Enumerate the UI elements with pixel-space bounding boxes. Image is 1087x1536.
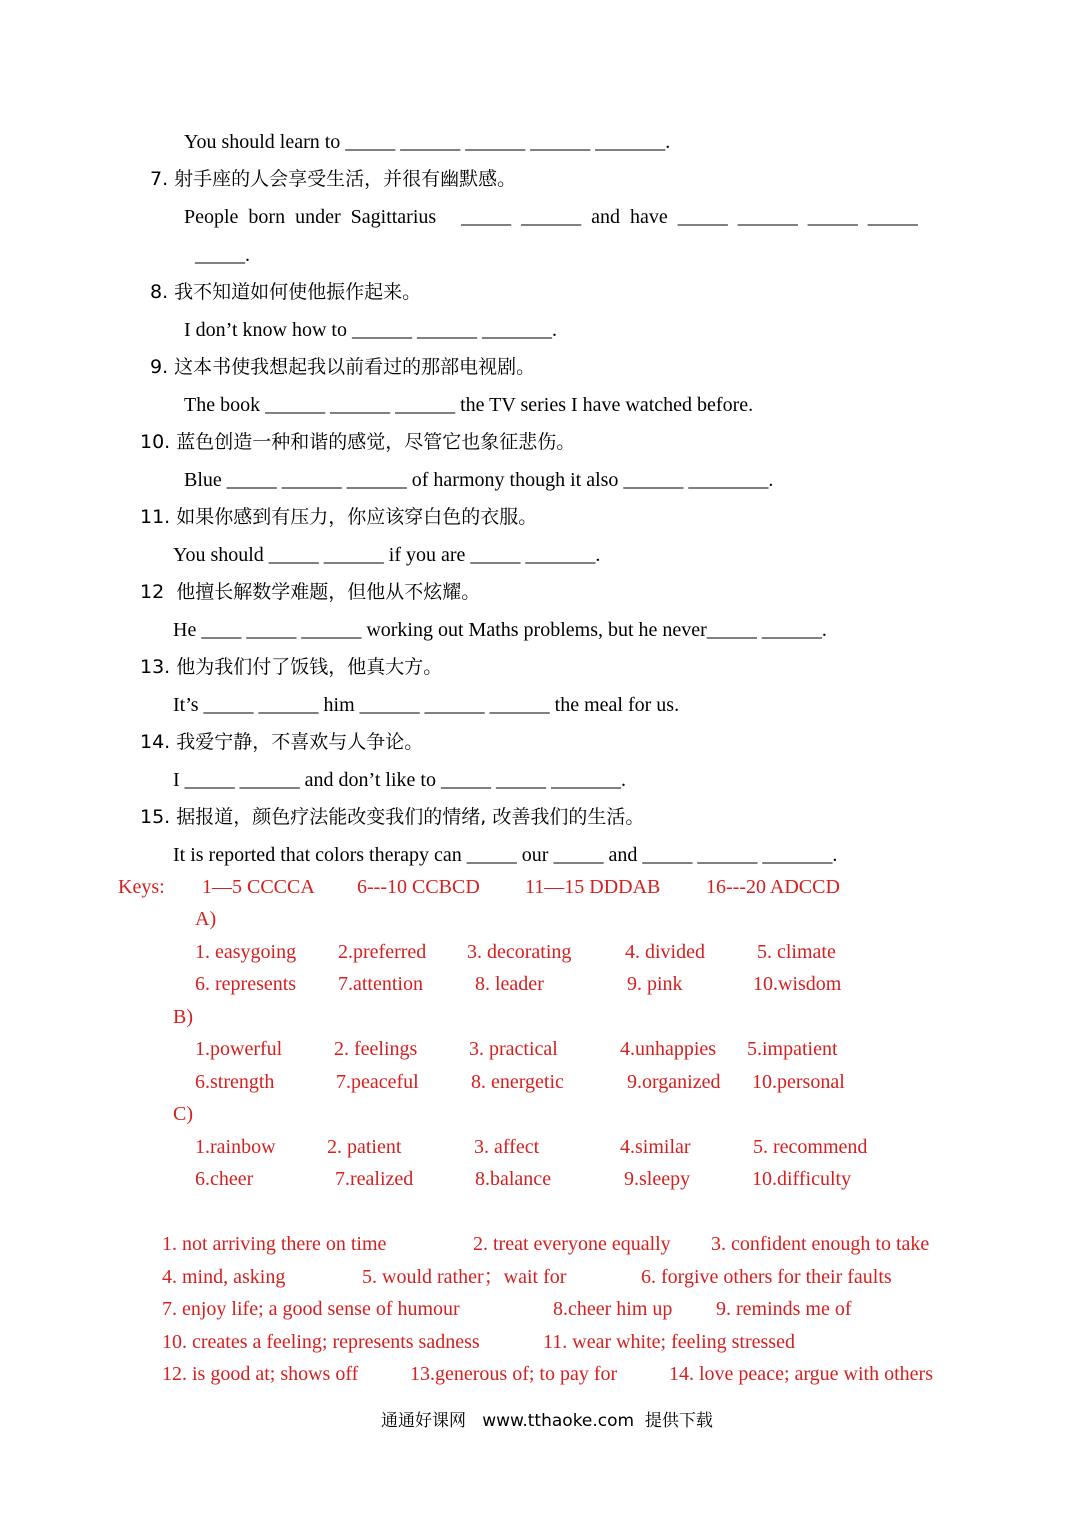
- exercise-chinese-prompt: 7. 射手座的人会享受生活，并很有幽默感。: [150, 168, 517, 190]
- translation-answer: 11. wear white; feeling stressed: [543, 1331, 795, 1353]
- key-item: 1.rainbow: [195, 1136, 276, 1158]
- key-item: 5. recommend: [753, 1136, 868, 1158]
- key-item: 3. affect: [474, 1136, 540, 1158]
- translation-answer: 6. forgive others for their faults: [641, 1266, 892, 1288]
- exercise-chinese-prompt: 12 他擅长解数学难题，但他从不炫耀。: [140, 581, 481, 603]
- exercise-line: _____.: [195, 244, 250, 266]
- key-item: 2.preferred: [338, 941, 427, 963]
- keys-group: 16---20 ADCCD: [706, 876, 840, 898]
- key-item: 4. divided: [625, 941, 705, 963]
- exercise-chinese-prompt: 9. 这本书使我想起我以前看过的那部电视剧。: [150, 356, 536, 378]
- exercise-line: Blue _____ ______ ______ of harmony though it also ______ ________.: [184, 469, 774, 491]
- key-item: 4.unhappies: [620, 1038, 717, 1060]
- translation-answer: 12. is good at; shows off: [162, 1363, 359, 1385]
- key-item: 6.strength: [195, 1071, 275, 1093]
- section-title-c: C): [173, 1103, 193, 1125]
- exercise-line: You should _____ ______ if you are _____ _______.: [173, 544, 601, 566]
- exercise-line: It is reported that colors therapy can _____ our _____ and _____ ______ _______.: [173, 844, 838, 866]
- exercise-chinese-prompt: 13. 他为我们付了饭钱，他真大方。: [140, 656, 443, 678]
- translation-answer: 13.generous of; to pay for: [410, 1363, 618, 1385]
- key-item: 1. easygoing: [195, 941, 297, 963]
- translation-answer: 8.cheer him up: [553, 1298, 673, 1320]
- key-item: 8.balance: [475, 1168, 552, 1190]
- key-item: 9.sleepy: [624, 1168, 691, 1190]
- keys-group: 1—5 CCCCA: [202, 876, 315, 898]
- exercise-line: People born under Sagittarius _____ ______ and have _____ ______ _____ _____: [184, 206, 918, 228]
- translation-answer: 9. reminds me of: [716, 1298, 852, 1320]
- translation-answer: 1. not arriving there on time: [162, 1233, 387, 1255]
- keys-group: 6---10 CCBCD: [357, 876, 480, 898]
- key-item: 10.personal: [752, 1071, 845, 1093]
- section-title-b: B): [173, 1006, 193, 1028]
- translation-answer: 2. treat everyone equally: [473, 1233, 671, 1255]
- exercise-chinese-prompt: 14. 我爱宁静，不喜欢与人争论。: [140, 731, 424, 753]
- key-item: 8. energetic: [471, 1071, 564, 1093]
- key-item: 3. decorating: [467, 941, 572, 963]
- key-item: 7.realized: [335, 1168, 414, 1190]
- key-item: 7.peaceful: [336, 1071, 419, 1093]
- exercise-line: You should learn to _____ ______ ______ ______ _______.: [184, 131, 671, 153]
- key-item: 8. leader: [475, 973, 544, 995]
- key-item: 2. feelings: [334, 1038, 418, 1060]
- translation-answer: 4. mind, asking: [162, 1266, 286, 1288]
- key-item: 6. represents: [195, 973, 297, 995]
- exercise-line: I _____ ______ and don’t like to _____ _____ _______.: [173, 769, 626, 791]
- translation-answer: 14. love peace; argue with others: [669, 1363, 933, 1385]
- exercise-line: It’s _____ ______ him ______ ______ ______ the meal for us.: [173, 694, 680, 716]
- translation-answer: 7. enjoy life; a good sense of humour: [162, 1298, 460, 1320]
- key-item: 7.attention: [338, 973, 423, 995]
- key-item: 6.cheer: [195, 1168, 254, 1190]
- exercise-line: The book ______ ______ ______ the TV series I have watched before.: [184, 394, 754, 416]
- exercise-line: I don’t know how to ______ ______ _______.: [184, 319, 557, 341]
- key-item: 9. pink: [627, 973, 683, 995]
- translation-answer: 3. confident enough to take: [711, 1233, 930, 1255]
- section-title-a: A): [195, 908, 217, 930]
- exercise-chinese-prompt: 11. 如果你感到有压力，你应该穿白色的衣服。: [140, 506, 538, 528]
- page-footer: 通通好课网 www.tthaoke.com 提供下载: [381, 1411, 713, 1431]
- key-item: 3. practical: [469, 1038, 558, 1060]
- key-item: 5.impatient: [747, 1038, 838, 1060]
- exercise-chinese-prompt: 8. 我不知道如何使他振作起来。: [150, 281, 422, 303]
- key-item: 9.organized: [627, 1071, 721, 1093]
- key-item: 4.similar: [620, 1136, 691, 1158]
- keys-group: 11—15 DDDAB: [525, 876, 661, 898]
- key-item: 10.difficulty: [752, 1168, 852, 1190]
- exercise-chinese-prompt: 15. 据报道，颜色疗法能改变我们的情绪, 改善我们的生活。: [140, 806, 645, 828]
- key-item: 10.wisdom: [753, 973, 842, 995]
- key-item: 5. climate: [757, 941, 836, 963]
- keys-label: Keys:: [118, 876, 165, 898]
- key-item: 1.powerful: [195, 1038, 283, 1060]
- exercise-chinese-prompt: 10. 蓝色创造一种和谐的感觉，尽管它也象征悲伤。: [140, 431, 576, 453]
- translation-answer: 5. would rather；wait for: [362, 1266, 567, 1288]
- exercise-line: He ____ _____ ______ working out Maths problems, but he never_____ ______.: [173, 619, 827, 641]
- key-item: 2. patient: [327, 1136, 402, 1158]
- translation-answer: 10. creates a feeling; represents sadness: [162, 1331, 480, 1353]
